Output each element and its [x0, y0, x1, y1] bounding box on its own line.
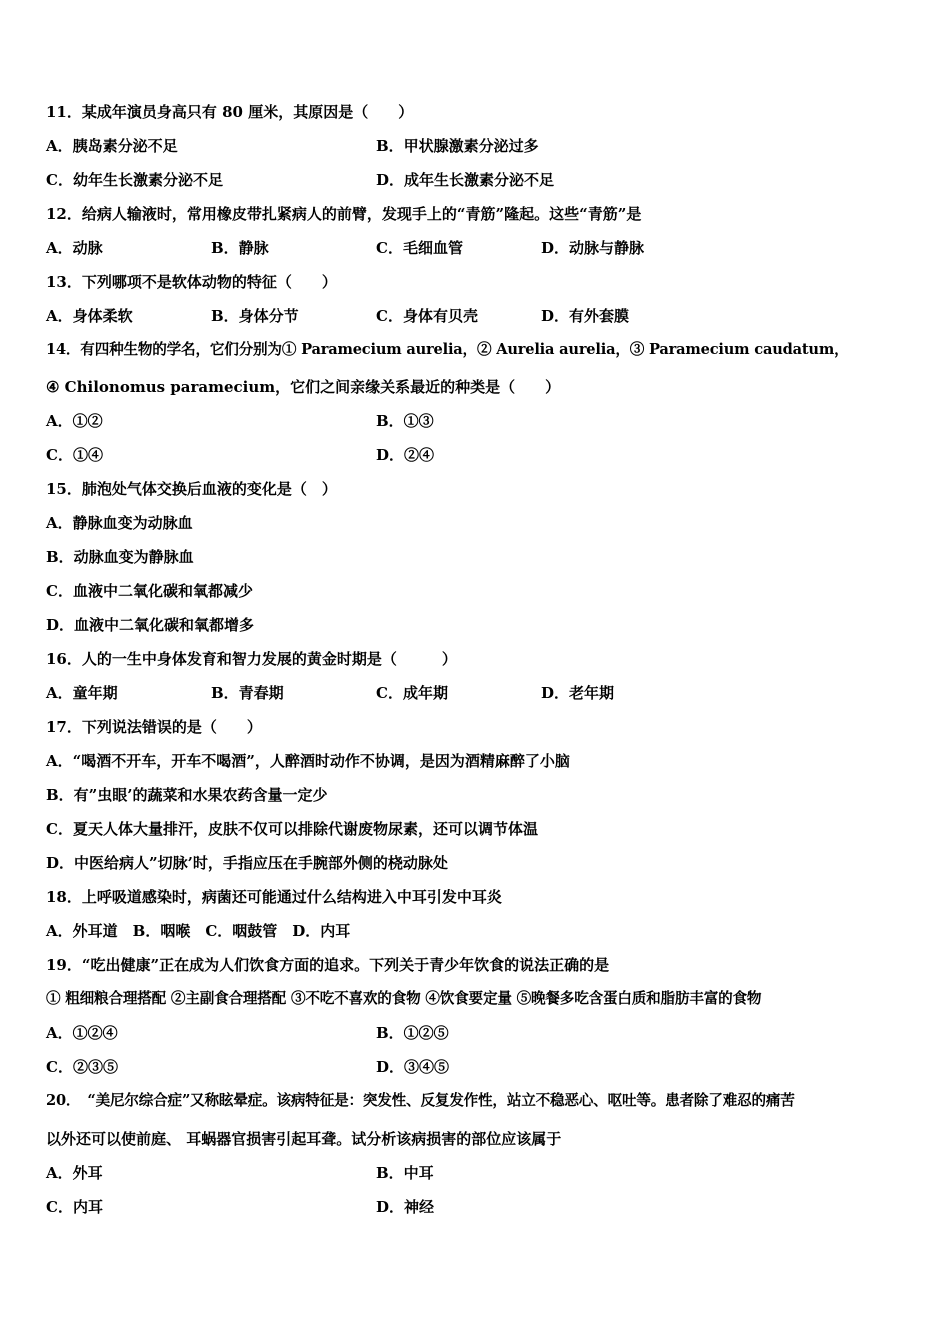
question-14-stem-line1: 14．有四种生物的学名，它们分别为① Paramecium aurelia，② Aurelia aurelia，③ Paramecium caudatum，: [46, 341, 849, 358]
question-16-stem: 16．人的一生中身体发育和智力发展的黄金时期是（ ）: [46, 650, 457, 668]
q14-option-b: B．①③: [376, 412, 434, 430]
question-12-stem: 12．给病人输液时，常用橡皮带扎紧病人的前臂，发现手上的“青筋”隆起。这些“青筋”是: [46, 205, 642, 223]
q13-option-b: B．身体分节: [211, 307, 299, 325]
question-19-stem: 19．“吃出健康”正在成为人们饮食方面的追求。下列关于青少年饮食的说法正确的是: [46, 956, 610, 974]
q11-option-b: B．甲状腺激素分泌过多: [376, 137, 539, 155]
q19-option-c: C．②③⑤: [46, 1058, 118, 1076]
q11-option-a: A．胰岛素分泌不足: [46, 137, 178, 155]
q12-option-a: A．动脉: [46, 239, 103, 257]
q15-option-a: A．静脉血变为动脉血: [46, 514, 193, 532]
q12-option-b: B．静脉: [211, 239, 269, 257]
q15-option-d: D．血液中二氧化碳和氧都增多: [46, 616, 255, 634]
q15-option-b: B．动脉血变为静脉血: [46, 548, 194, 566]
q17-option-d: D．中医给病人”切脉’时，手指应压在手腕部外侧的桡动脉处: [46, 854, 448, 872]
question-19-items: ① 粗细粮合理搭配 ②主副食合理搭配 ③不吃不喜欢的食物 ④饮食要定量 ⑤晚餐多吃含蛋白质和脂肪丰富的食物: [46, 990, 762, 1007]
question-11-stem: 11．某成年演员身高只有 80 厘米，其原因是（ ）: [46, 103, 414, 121]
q17-option-b: B．有”虫眼’的蔬菜和水果农药含量一定少: [46, 786, 328, 804]
question-18-stem: 18．上呼吸道感染时，病菌还可能通过什么结构进入中耳引发中耳炎: [46, 888, 502, 906]
q17-option-a: A．“喝酒不开车，开车不喝酒”，人醉酒时动作不协调，是因为酒精麻醉了小脑: [46, 752, 570, 770]
q16-option-c: C．成年期: [376, 684, 448, 702]
q20-option-d: D．神经: [376, 1198, 435, 1216]
q19-option-b: B．①②⑤: [376, 1024, 449, 1042]
question-14-stem-line2: ④ Chilonomus paramecium，它们之间亲缘关系最近的种类是（ ）: [46, 378, 561, 396]
q11-option-c: C．幼年生长激素分泌不足: [46, 171, 223, 189]
q12-option-d: D．动脉与静脉: [541, 239, 645, 257]
question-15-stem: 15．肺泡处气体交换后血液的变化是（ ）: [46, 480, 337, 498]
q13-option-d: D．有外套膜: [541, 307, 630, 325]
q12-option-c: C．毛细血管: [376, 239, 463, 257]
q20-option-c: C．内耳: [46, 1198, 103, 1216]
q14-option-d: D．②④: [376, 446, 435, 464]
question-20-stem-line2: 以外还可以使前庭、 耳蜗器官损害引起耳聋。试分析该病损害的部位应该属于: [46, 1130, 562, 1148]
q16-option-b: B．青春期: [211, 684, 284, 702]
q13-option-a: A．身体柔软: [46, 307, 133, 325]
q15-option-c: C．血液中二氧化碳和氧都减少: [46, 582, 253, 600]
q16-option-a: A．童年期: [46, 684, 118, 702]
q11-option-d: D．成年生长激素分泌不足: [376, 171, 555, 189]
q18-options: A．外耳道 B．咽喉 C．咽鼓管 D．内耳: [46, 922, 351, 940]
q17-option-c: C．夏天人体大量排汗，皮肤不仅可以排除代谢废物尿素，还可以调节体温: [46, 820, 538, 838]
q20-option-a: A．外耳: [46, 1164, 103, 1182]
question-20-stem-line1: 20． “美尼尔综合症”又称眩晕症。该病特征是：突发性、反复发作性，站立不稳恶心、呕吐等。患者除了难忍的痛苦: [46, 1092, 795, 1109]
q16-option-d: D．老年期: [541, 684, 615, 702]
q14-option-a: A．①②: [46, 412, 103, 430]
q13-option-c: C．身体有贝壳: [376, 307, 478, 325]
q20-option-b: B．中耳: [376, 1164, 434, 1182]
question-17-stem: 17．下列说法错误的是（ ）: [46, 718, 262, 736]
q19-option-a: A．①②④: [46, 1024, 118, 1042]
q19-option-d: D．③④⑤: [376, 1058, 450, 1076]
q14-option-c: C．①④: [46, 446, 103, 464]
question-13-stem: 13．下列哪项不是软体动物的特征（ ）: [46, 273, 337, 291]
